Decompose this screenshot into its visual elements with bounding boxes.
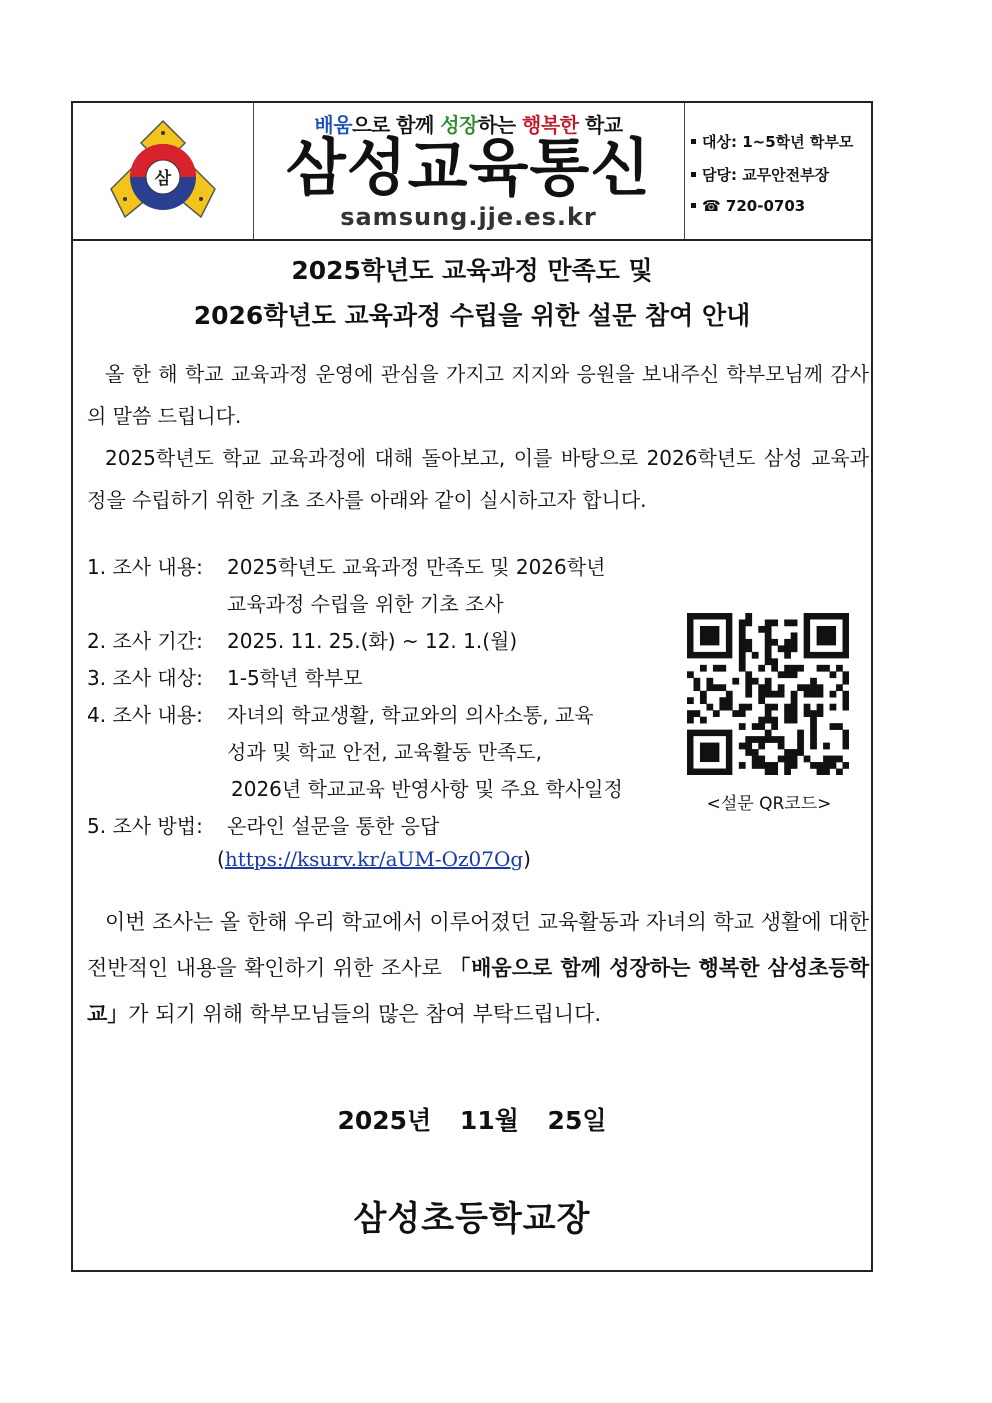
- qr-caption: <설문 QR코드>: [706, 794, 832, 814]
- info-phone: ☎ 720-0703: [689, 197, 805, 215]
- survey-link[interactable]: https://ksurv.kr/aUM-Oz07Og: [224, 847, 524, 871]
- bullet-icon: [691, 139, 696, 144]
- survey-link-line: (https://ksurv.kr/aUM-Oz07Og): [217, 847, 531, 871]
- survey-item-4-cont: 성과 및 학교 안전, 교육활동 만족도,: [227, 740, 542, 764]
- motto-word-happy: 행복한: [522, 113, 579, 137]
- qr-code-icon: [687, 613, 849, 775]
- info-cell: [685, 103, 871, 239]
- qr-code[interactable]: [687, 613, 849, 775]
- survey-item-5: 5. 조사 방법: 온라인 설문을 통한 응답: [87, 814, 440, 838]
- survey-item-4-cont: 2026년 학교교육 반영사항 및 주요 학사일정: [231, 777, 623, 801]
- logo-char: 삼: [154, 169, 172, 189]
- closing-paragraph: 이번 조사는 올 한해 우리 학교에서 이루어졌던 교육활동과 자녀의 학교 생활에 대한 전반적인 내용을 확인하기 위한 조사로 「배움으로 함께 성장하는 행복한 삼성초등학교」가 되기 위해 학부모님들의 많은 참여 부탁드립니다.: [87, 910, 870, 1026]
- survey-item-4: 4. 조사 내용: 자녀의 학교생활, 학교와의 의사소통, 교육: [87, 703, 594, 727]
- intro-paragraph-1: 올 한 해 학교 교육과정 운영에 관심을 가지고 지지와 응원을 보내주신 학부모님께 감사의 말씀 드립니다.: [87, 362, 869, 428]
- school-slogan: 「배움으로 함께 성장하는 행복한 삼성초등학교」: [87, 956, 870, 1026]
- survey-item-1: 1. 조사 내용: 2025학년도 교육과정 만족도 및 2026학년: [87, 555, 606, 579]
- info-target: 대상: 1~5학년 학부모: [689, 131, 853, 152]
- intro-paragraph-2: 2025학년도 학교 교육과정에 대해 돌아보고, 이를 바탕으로 2026학년도 삼성 교육과정을 수립하기 위한 기초 조사를 아래와 같이 실시하고자 합니다.: [87, 446, 869, 512]
- newsletter-title: 삼성교육통신: [285, 131, 652, 204]
- issue-date: 2025년 11월 25일: [337, 1106, 607, 1135]
- survey-item-1-cont: 교육과정 수립을 위한 기초 조사: [227, 592, 504, 616]
- motto-text: 으로 함께: [352, 113, 441, 137]
- motto-text: 하는: [477, 113, 523, 137]
- school-logo: [73, 103, 253, 239]
- signature: 삼성초등학교장: [353, 1199, 591, 1239]
- bullet-icon: [691, 203, 696, 208]
- motto-word-learning: 배움: [314, 113, 353, 137]
- newsletter-header: [73, 103, 871, 241]
- doc-title-line1: 2025학년도 교육과정 만족도 및: [291, 256, 653, 285]
- school-url: samsung.jje.es.kr: [340, 203, 597, 231]
- motto-word-growth: 성장: [440, 113, 478, 137]
- survey-item-2: 2. 조사 기간: 2025. 11. 25.(화) ~ 12. 1.(월): [87, 629, 518, 653]
- bullet-icon: [691, 172, 696, 177]
- info-manager: 담당: 교무안전부장: [689, 164, 829, 185]
- motto-text: 학교: [578, 113, 623, 137]
- document-frame: [71, 101, 873, 1272]
- school-logo-cell: [73, 103, 254, 239]
- doc-title-line2: 2026학년도 교육과정 수립을 위한 설문 참여 안내: [193, 301, 751, 330]
- survey-item-3: 3. 조사 대상: 1-5학년 학부모: [87, 666, 363, 690]
- title-cell: [253, 103, 685, 239]
